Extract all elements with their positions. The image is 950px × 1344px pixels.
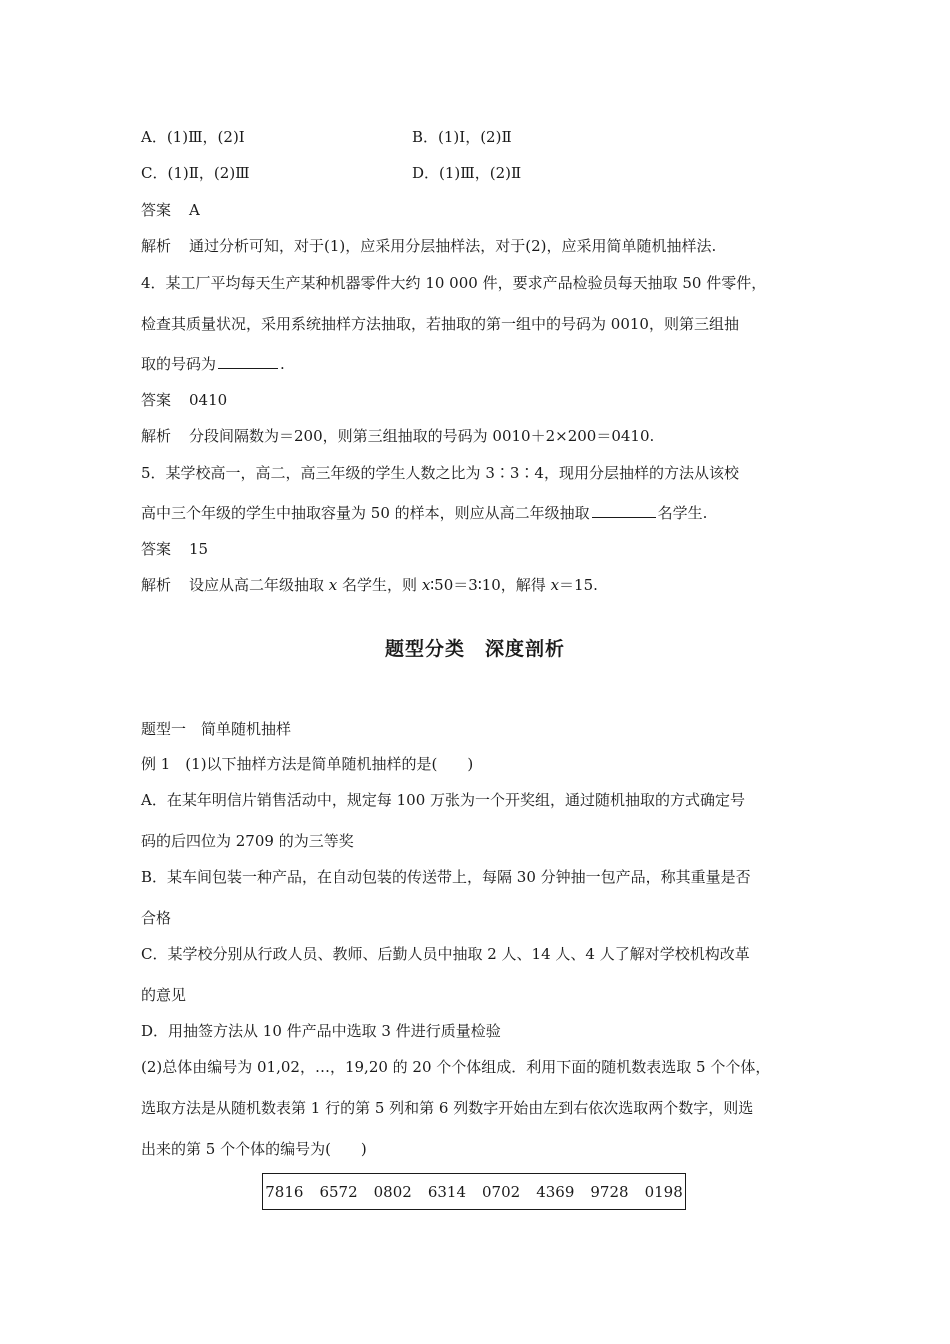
ex1-part2-line3: 出来的第 5 个个体的编号为( ) xyxy=(141,1140,367,1158)
ex1-option-b-line1: B．某车间包装一种产品，在自动包装的传送带上，每隔 30 分钟抽一包产品，称其重量是否 xyxy=(141,868,751,886)
random-number: 6314 xyxy=(427,1182,466,1201)
q5-line2-end: 名学生. xyxy=(657,504,708,522)
ex1-part2-line2: 选取方法是从随机数表第 1 行的第 5 列和第 6 列数字开始由左到右依次选取两个数字，则选 xyxy=(141,1099,754,1117)
random-number-table xyxy=(262,1173,686,1210)
option-c: C．(1)Ⅱ，(2)Ⅲ xyxy=(141,164,250,182)
variable-x: x xyxy=(550,576,560,594)
fill-blank xyxy=(592,503,656,518)
answer-label: 答案 xyxy=(141,201,172,219)
analysis-label: 解析 xyxy=(141,237,172,255)
q4-line3 xyxy=(141,354,285,374)
variable-x: x xyxy=(328,576,338,594)
analysis-text-c: ∶50＝3∶10，解得 xyxy=(430,576,551,594)
random-number: 0198 xyxy=(644,1182,683,1201)
q4-line2: 检查其质量状况，采用系统抽样方法抽取，若抽取的第一组中的号码为 0010，则第三组抽 xyxy=(141,315,739,333)
analysis-text: 分段间隔数为＝200，则第三组抽取的号码为 0010＋2×200＝0410. xyxy=(189,427,655,445)
ex1-option-b-line2: 合格 xyxy=(141,909,172,927)
q5-line2 xyxy=(141,503,707,523)
random-number: 7816 xyxy=(265,1182,304,1201)
fill-blank xyxy=(218,354,278,369)
ex1-part2-line1: (2)总体由编号为 01,02，…，19,20 的 20 个个体组成．利用下面的随机数表选取 5 个个体， xyxy=(141,1058,771,1076)
variable-x: x xyxy=(421,576,431,594)
answer-label: 答案 xyxy=(141,391,172,409)
answer-value: A xyxy=(189,201,200,219)
random-number: 6572 xyxy=(319,1182,358,1201)
analysis-text-d: ＝15. xyxy=(559,576,598,594)
example1-question: 例 1 (1)以下抽样方法是简单随机抽样的是( ) xyxy=(141,755,474,773)
q4-line3-text: 取的号码为 xyxy=(141,355,217,373)
analysis-text: 通过分析可知，对于(1)，应采用分层抽样法，对于(2)，应采用简单随机抽样法. xyxy=(189,237,717,255)
answer-label: 答案 xyxy=(141,540,172,558)
random-number: 0702 xyxy=(482,1182,521,1201)
analysis-label: 解析 xyxy=(141,576,172,594)
q5-line2-text: 高中三个年级的学生中抽取容量为 50 的样本，则应从高二年级抽取 xyxy=(141,504,590,522)
answer-value: 0410 xyxy=(189,391,228,409)
q5-answer xyxy=(141,539,208,559)
ex1-option-a-line1: A．在某年明信片销售活动中，规定每 100 万张为一个开奖组，通过随机抽取的方式确定号 xyxy=(141,791,746,809)
random-number: 9728 xyxy=(590,1182,629,1201)
random-number: 0802 xyxy=(373,1182,412,1201)
ex1-option-c-line2: 的意见 xyxy=(141,986,187,1004)
q4-line1: 4．某工厂平均每天生产某种机器零件大约 10 000 件，要求产品检验员每天抽取 50 件零件， xyxy=(141,274,767,292)
q3-analysis xyxy=(141,236,716,256)
type1-heading: 题型一 简单随机抽样 xyxy=(141,720,292,738)
ex1-option-d: D．用抽签方法从 10 件产品中选取 3 件进行质量检验 xyxy=(141,1022,501,1040)
ex1-option-c-line1: C．某学校分别从行政人员、教师、后勤人员中抽取 2 人、14 人、4 人了解对学校机构改革 xyxy=(141,945,750,963)
option-a: A．(1)Ⅲ，(2)Ⅰ xyxy=(141,128,245,146)
section-title: 题型分类 深度剖析 xyxy=(384,638,565,660)
option-d: D．(1)Ⅲ，(2)Ⅱ xyxy=(412,164,522,182)
analysis-text-a: 设应从高二年级抽取 xyxy=(189,576,329,594)
answer-value: 15 xyxy=(189,540,209,558)
q5-line1: 5．某学校高一，高二，高三年级的学生人数之比为 3∶3∶4，现用分层抽样的方法从该校 xyxy=(141,464,739,482)
q5-analysis xyxy=(141,575,598,595)
q4-line3-end: . xyxy=(280,355,285,373)
random-number: 4369 xyxy=(536,1182,575,1201)
ex1-option-a-line2: 码的后四位为 2709 的为三等奖 xyxy=(141,832,354,850)
q3-answer xyxy=(141,200,200,220)
analysis-label: 解析 xyxy=(141,427,172,445)
q4-analysis xyxy=(141,426,654,446)
analysis-text-b: 名学生，则 xyxy=(337,576,422,594)
option-b: B．(1)Ⅰ，(2)Ⅱ xyxy=(412,128,512,146)
q4-answer xyxy=(141,390,227,410)
